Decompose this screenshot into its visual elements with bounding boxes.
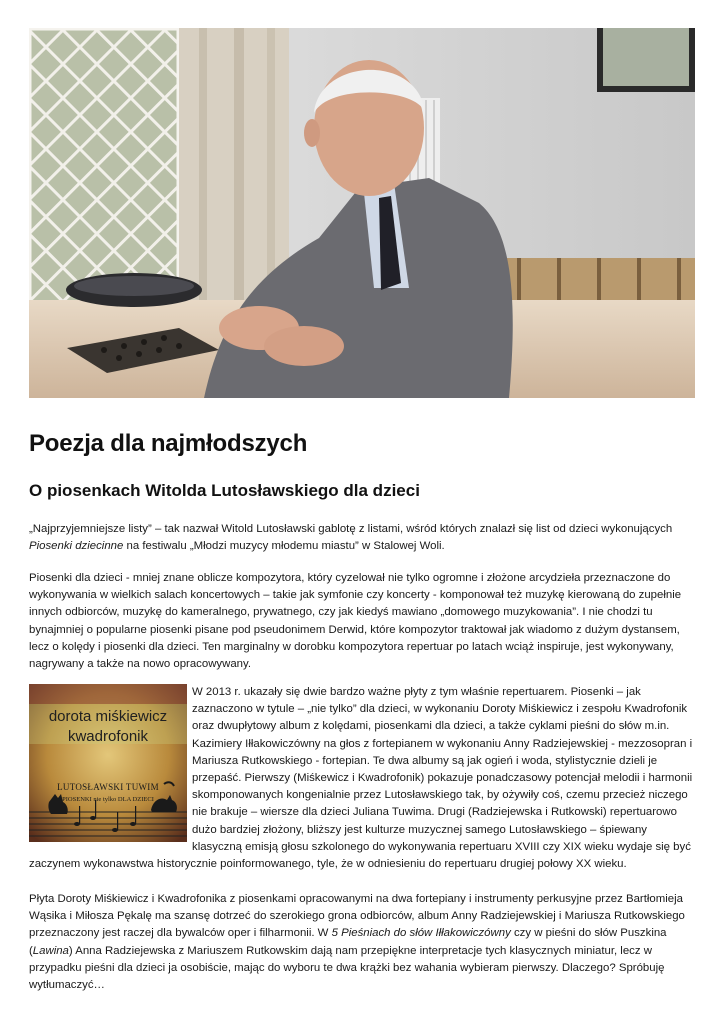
- paragraph-context-text: Piosenki dla dzieci - mniej znane oblicze kompozytora, który cyzelował nie tylko ogromne i złożone arcydzieła przeznaczone do wykonywania w wielkich salach koncertowych – takie jak symfonie czy koncerty - komponował też muzykę kierowaną do zupełnie innych odbiorców, muzykę do kameralnego, prywatnego, czy jak kiedyś mawiano „domowego muzykowania”. I nie chodzi tu bynajmniej o popularne piosenki pisane pod pseudonimem Derwid, które kompozytor traktował jak wiadomo z dużym dystansem, lecz o kolędy i piosenki dla dzieci. Ten marginalny w dorobku kompozytora repertuar po latach wciąż inspiruje, jest wykonywany, nagrywany a także na nowo opracowywany.: [29, 572, 682, 671]
- cover-band-name: kwadrofonik: [67, 728, 149, 745]
- paragraph-intro-text: „Najprzyjemniejsze listy” – tak nazwał Witold Lutosławski gablotę z listami, wśród których znalazł się list od dzieci wykonujących: [29, 523, 673, 535]
- paragraph-intro-text-end: na festiwalu „Młodzi muzycy młodemu miastu” w Stalowej Woli.: [123, 540, 445, 553]
- paragraph-comparison: [29, 891, 696, 994]
- paragraph-context: [29, 570, 696, 673]
- article-subtitle: O piosenkach Witolda Lutosławskiego dla dzieci: [29, 481, 420, 500]
- paragraph-comparison-text: Płyta Doroty Miśkiewicz i Kwadrofonika z piosenkami opracowanymi na dwa fortepiany i instrumenty perkusyjne przez Bartłomieja Wąsika i Miłosza Pękalę ma szansę dotrzeć do szerokiego grona odbiorców, album Anny Radziejewskiej i Mariusza Rutkowskiego przeznaczony jest raczej dla bywalców oper i filharmonii. W: [29, 893, 685, 940]
- paragraph-albums: [29, 684, 696, 873]
- paragraph-albums-text: W 2013 r. ukazały się dwie bardzo ważne płyty z tym właśnie repertuarem. Piosenki – jak zaznaczono w tytule – „nie tylko” dla dzieci, w wykonaniu Doroty Miśkiewicz i zespołu Kwadrofonik oraz dwupłytowy album z kolędami, piosenkami dla dzieci, a także cyklami pieśni do słów m.in. Kazimiery Iłłakowiczówny na głos z fortepianem w wykonaniu Anny Radziejewskiej - mezzosopran i Mariusza Rutkowskiego - fortepian. Te dwa albumy są jak ogień i woda, stylistycznie dzieli je przepaść. Pierwszy (Miśkewicz i Kwadrofonik) pokazuje ponadczasowy potencjał melodii i harmonii skomponowanych kongenialnie przez Lutosławskiego tak, by ożywiły coś, czemu przecież niczego nie brakuje – wiersze dla dzieci Juliana Tuwima. Drugi (Radziejewska i Rutkowski) repertuarowo dużo bardziej złożony, bliższy jest kulturze muzycznej samego Lutosławskiego – śpiewany klasyczną emisją głosu szkolonego do wykonywania repertuaru XVIII czy XIX wieku wydaje się być zaczynem wykonawstwa historycznie poinformowanego, tyle, że w odniesieniu do repertuaru drugiej połowy XX wieku.: [29, 686, 693, 871]
- work-title: Piosenki dziecinne: [29, 540, 124, 553]
- cover-album-title: PIOSENKI nie tylko DLA DZIECI: [62, 796, 154, 803]
- paragraph-comparison-text: czy w pieśni do słów Puszkina (: [29, 927, 667, 957]
- article-title: Poezja dla najmłodszych: [29, 430, 308, 457]
- album-cover-image: [29, 684, 187, 842]
- article-photo: [29, 28, 695, 398]
- cover-composers: LUTOSŁAWSKI TUWIM: [57, 782, 159, 792]
- cover-artist-name: dorota miśkiewicz: [48, 708, 168, 725]
- work-title: Lawina: [32, 944, 69, 957]
- paragraph-comparison-text-end: ) Anna Radziejewska z Mariuszem Rutkowskim dają nam przepiękne interpretacje tych klasycznych miniatur, lecz w przypadku pieśni dla dzieci ja osobiście, mając do wyboru te dwa krążki bez wahania wybieram pierwszy. Dlaczego? Spróbuję wytłumaczyć…: [29, 944, 665, 992]
- work-title: 5 Pieśniach do słów Iłłakowiczówny: [331, 927, 511, 940]
- paragraph-intro: [29, 521, 696, 555]
